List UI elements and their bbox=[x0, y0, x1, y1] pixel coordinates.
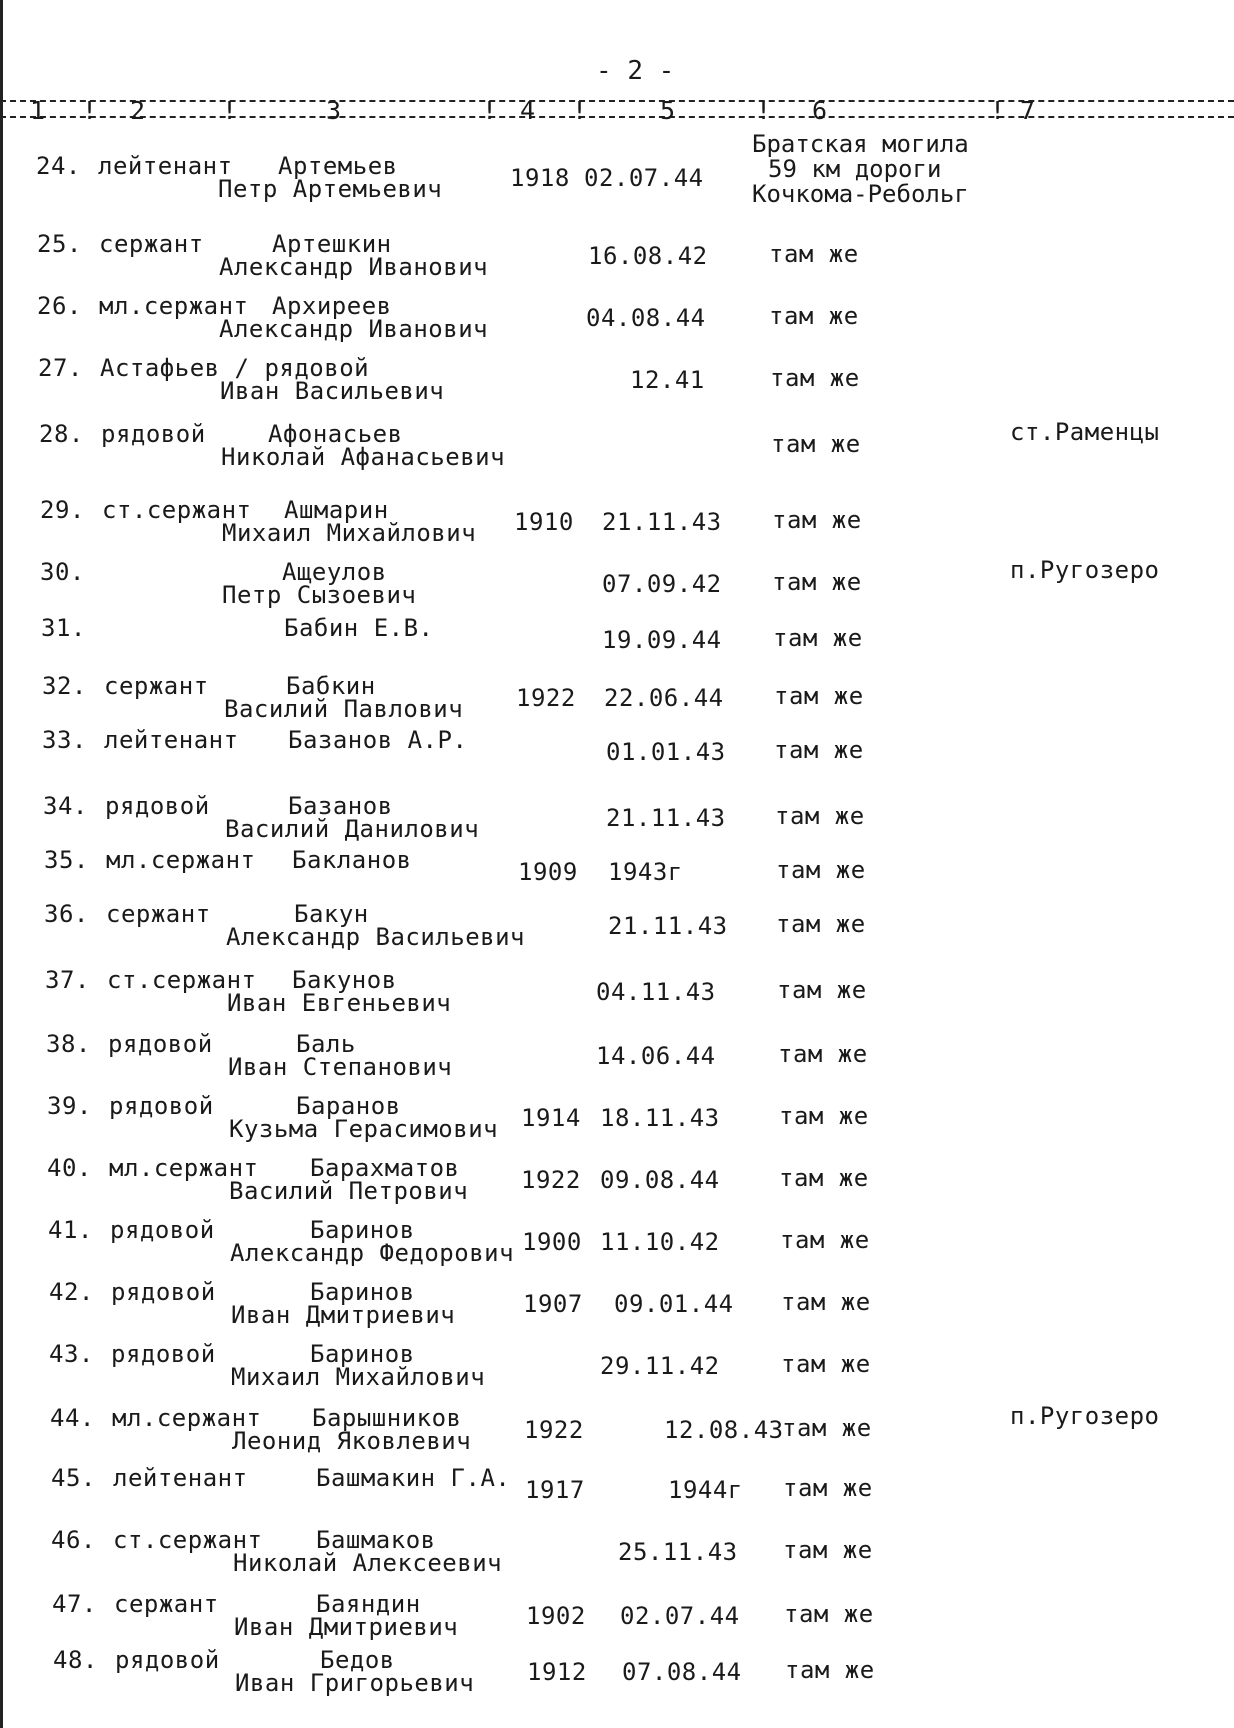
row-rank: рядовой bbox=[115, 1646, 220, 1674]
row-place: там же bbox=[776, 856, 866, 884]
row-surname: Бедов bbox=[320, 1646, 395, 1674]
row-rank: рядовой bbox=[105, 792, 210, 820]
row-place: там же bbox=[777, 976, 867, 1004]
col-header-4: 4 bbox=[520, 96, 536, 125]
row-given: Михаил Михайлович bbox=[231, 1363, 486, 1391]
row-given: Иван Степанович bbox=[228, 1053, 453, 1081]
row-surname: Бабин Е.В. bbox=[284, 614, 434, 642]
row-rank: мл.сержант bbox=[99, 292, 249, 320]
row-surname: Башмаков bbox=[316, 1526, 436, 1554]
header-separator: ! bbox=[756, 96, 772, 125]
table-row bbox=[0, 230, 1234, 290]
row-num: 26. bbox=[37, 292, 82, 320]
row-date: 02.07.44 bbox=[620, 1602, 740, 1630]
row-date: 11.10.42 bbox=[600, 1228, 720, 1256]
table-row bbox=[0, 1590, 1234, 1650]
row-rank: сержант bbox=[99, 230, 204, 258]
row-date: 12.41 bbox=[630, 366, 705, 394]
row-year: 1922 bbox=[516, 684, 576, 712]
row-date: 09.08.44 bbox=[600, 1166, 720, 1194]
row-place: там же bbox=[782, 1414, 872, 1442]
table-row bbox=[0, 792, 1234, 852]
table-row bbox=[0, 1092, 1234, 1152]
row-date: 09.01.44 bbox=[614, 1290, 734, 1318]
row-place: там же bbox=[785, 1656, 875, 1684]
row-num: 40. bbox=[47, 1154, 92, 1182]
row-date: 21.11.43 bbox=[602, 508, 722, 536]
row-given: Василий Данилович bbox=[225, 815, 480, 843]
row-num: 27. bbox=[38, 354, 83, 382]
row-date: 19.09.44 bbox=[602, 626, 722, 654]
row-num: 28. bbox=[39, 420, 84, 448]
header-separator: ! bbox=[222, 96, 238, 125]
header-rule-bottom bbox=[0, 116, 1234, 118]
row-year: 1918 bbox=[510, 164, 570, 192]
row-given: Петр Сызоевич bbox=[222, 581, 417, 609]
table-row bbox=[0, 354, 1234, 414]
row-surname: Баринов bbox=[310, 1216, 415, 1244]
table-row bbox=[0, 1464, 1234, 1524]
row-date: 1944г bbox=[668, 1476, 743, 1504]
row-num: 43. bbox=[49, 1340, 94, 1368]
header-separator: ! bbox=[572, 96, 588, 125]
row-num: 32. bbox=[42, 672, 87, 700]
row-surname: Ащеулов bbox=[282, 558, 387, 586]
row-given: Василий Петрович bbox=[229, 1177, 469, 1205]
row-given: Александр Васильевич bbox=[226, 923, 525, 951]
row-year: 1914 bbox=[521, 1104, 581, 1132]
row-year: 1912 bbox=[527, 1658, 587, 1686]
row-surname: Баринов bbox=[310, 1278, 415, 1306]
row-rank: сержант bbox=[106, 900, 211, 928]
row-rank: рядовой bbox=[110, 1216, 215, 1244]
row-num: 41. bbox=[48, 1216, 93, 1244]
table-row bbox=[0, 1526, 1234, 1586]
row-num: 24. bbox=[36, 152, 81, 180]
table-row bbox=[0, 152, 1234, 212]
row-rank: рядовой bbox=[108, 1030, 213, 1058]
row-rank: ст.сержант bbox=[102, 496, 252, 524]
table-row bbox=[0, 966, 1234, 1026]
row-rank: Астафьев / рядовой bbox=[100, 354, 370, 382]
row-rank: мл.сержант bbox=[106, 846, 256, 874]
row-surname: Баяндин bbox=[316, 1590, 421, 1618]
row-rank: сержант bbox=[104, 672, 209, 700]
col-header-2: 2 bbox=[130, 96, 146, 125]
col-header-1: 1 bbox=[30, 96, 46, 125]
table-row bbox=[0, 1216, 1234, 1276]
row-num: 35. bbox=[44, 846, 89, 874]
row-rank: лейтенант bbox=[113, 1464, 248, 1492]
row-year: 1922 bbox=[524, 1416, 584, 1444]
row-surname: Базанов А.Р. bbox=[288, 726, 468, 754]
col-header-6: 6 bbox=[812, 96, 828, 125]
row-place: там же bbox=[778, 1040, 868, 1068]
table-row bbox=[0, 1404, 1234, 1464]
row-given: Леонид Яковлевич bbox=[232, 1427, 472, 1455]
row-rank: ст.сержант bbox=[113, 1526, 263, 1554]
table-row bbox=[0, 292, 1234, 352]
table-row bbox=[0, 846, 1234, 906]
row-surname: Артемьев bbox=[278, 152, 398, 180]
row-place: там же bbox=[776, 910, 866, 938]
header-separator: ! bbox=[990, 96, 1006, 125]
row-given: Петр Артемьевич bbox=[218, 175, 443, 203]
table-row bbox=[0, 1646, 1234, 1706]
row-num: 48. bbox=[53, 1646, 98, 1674]
row-date: 07.09.42 bbox=[602, 570, 722, 598]
table-row bbox=[0, 1278, 1234, 1338]
row-num: 30. bbox=[40, 558, 85, 586]
table-row bbox=[0, 672, 1234, 732]
row-date: 04.11.43 bbox=[596, 978, 716, 1006]
row-surname: Бабкин bbox=[286, 672, 376, 700]
row-date: 01.01.43 bbox=[606, 738, 726, 766]
col-header-5: 5 bbox=[660, 96, 676, 125]
row-num: 25. bbox=[37, 230, 82, 258]
row-date: 18.11.43 bbox=[600, 1104, 720, 1132]
row-given: Иван Васильевич bbox=[220, 377, 445, 405]
row-num: 45. bbox=[51, 1464, 96, 1492]
burial-line: 59 км дороги bbox=[768, 155, 942, 183]
row-num: 42. bbox=[49, 1278, 94, 1306]
row-note: ст.Раменцы bbox=[1010, 418, 1160, 446]
row-place: там же bbox=[774, 736, 864, 764]
row-num: 31. bbox=[41, 614, 86, 642]
row-place: там же bbox=[781, 1350, 871, 1378]
row-place: там же bbox=[773, 624, 863, 652]
row-place: там же bbox=[769, 240, 859, 268]
row-surname: Архиреев bbox=[272, 292, 392, 320]
row-given: Александр Федорович bbox=[230, 1239, 515, 1267]
row-given: Николай Афанасьевич bbox=[221, 443, 506, 471]
burial-line: Кочкома-Ребольг bbox=[752, 180, 969, 208]
row-year: 1917 bbox=[525, 1476, 585, 1504]
row-place: там же bbox=[779, 1102, 869, 1130]
header-rule-top bbox=[0, 100, 1234, 102]
row-surname: Башмакин Г.А. bbox=[316, 1464, 511, 1492]
row-given: Иван Дмитриевич bbox=[234, 1613, 459, 1641]
row-surname: Баринов bbox=[310, 1340, 415, 1368]
row-num: 44. bbox=[50, 1404, 95, 1432]
row-place: там же bbox=[783, 1536, 873, 1564]
row-num: 46. bbox=[51, 1526, 96, 1554]
row-given: Александр Иванович bbox=[219, 315, 489, 343]
row-surname: Бакунов bbox=[292, 966, 397, 994]
table-row bbox=[0, 1030, 1234, 1090]
burial-line: Братская могила bbox=[752, 130, 969, 158]
row-rank: мл.сержант bbox=[109, 1154, 259, 1182]
row-rank: сержант bbox=[114, 1590, 219, 1618]
row-place: там же bbox=[783, 1474, 873, 1502]
row-given: Николай Алексеевич bbox=[233, 1549, 503, 1577]
row-place: там же bbox=[775, 802, 865, 830]
row-place: там же bbox=[772, 568, 862, 596]
row-note: п.Ругозеро bbox=[1010, 1402, 1160, 1430]
row-date: 16.08.42 bbox=[588, 242, 708, 270]
row-num: 39. bbox=[47, 1092, 92, 1120]
row-num: 47. bbox=[52, 1590, 97, 1618]
row-surname: Базанов bbox=[288, 792, 393, 820]
row-surname: Бакланов bbox=[292, 846, 412, 874]
table-row bbox=[0, 900, 1234, 960]
row-rank: рядовой bbox=[111, 1340, 216, 1368]
row-rank: лейтенант bbox=[104, 726, 239, 754]
table-row bbox=[0, 726, 1234, 786]
row-year: 1900 bbox=[522, 1228, 582, 1256]
row-date: 07.08.44 bbox=[622, 1658, 742, 1686]
row-place: там же bbox=[774, 682, 864, 710]
header-separator: ! bbox=[82, 96, 98, 125]
row-num: 37. bbox=[45, 966, 90, 994]
row-surname: Артешкин bbox=[272, 230, 392, 258]
row-date: 14.06.44 bbox=[596, 1042, 716, 1070]
row-rank: ст.сержант bbox=[107, 966, 257, 994]
row-year: 1902 bbox=[526, 1602, 586, 1630]
table-row bbox=[0, 420, 1234, 480]
row-year: 1909 bbox=[518, 858, 578, 886]
row-num: 34. bbox=[43, 792, 88, 820]
row-surname: Барахматов bbox=[310, 1154, 460, 1182]
row-year: 1922 bbox=[521, 1166, 581, 1194]
row-given: Михаил Михайлович bbox=[222, 519, 477, 547]
row-place: там же bbox=[770, 364, 860, 392]
page-number: - 2 - bbox=[596, 56, 674, 86]
row-rank: рядовой bbox=[101, 420, 206, 448]
row-num: 33. bbox=[42, 726, 87, 754]
row-given: Иван Дмитриевич bbox=[231, 1301, 456, 1329]
row-place: там же bbox=[772, 506, 862, 534]
row-date: 02.07.44 bbox=[584, 164, 704, 192]
table-row bbox=[0, 496, 1234, 556]
row-given: Кузьма Герасимович bbox=[229, 1115, 499, 1143]
row-date: 29.11.42 bbox=[600, 1352, 720, 1380]
row-surname: Афонасьев bbox=[268, 420, 403, 448]
row-num: 29. bbox=[40, 496, 85, 524]
row-given: Иван Евгеньевич bbox=[227, 989, 452, 1017]
table-row bbox=[0, 1340, 1234, 1400]
row-num: 38. bbox=[46, 1030, 91, 1058]
row-date: 12.08.43 bbox=[664, 1416, 784, 1444]
table-row bbox=[0, 558, 1234, 618]
row-place: там же bbox=[779, 1164, 869, 1192]
row-rank: рядовой bbox=[109, 1092, 214, 1120]
row-surname: Баль bbox=[296, 1030, 356, 1058]
row-date: 04.08.44 bbox=[586, 304, 706, 332]
row-date: 21.11.43 bbox=[606, 804, 726, 832]
row-surname: Бакун bbox=[294, 900, 369, 928]
row-rank: мл.сержант bbox=[112, 1404, 262, 1432]
table-row bbox=[0, 1154, 1234, 1214]
row-year: 1910 bbox=[514, 508, 574, 536]
row-date: 25.11.43 bbox=[618, 1538, 738, 1566]
row-date: 22.06.44 bbox=[604, 684, 724, 712]
row-surname: Ашмарин bbox=[284, 496, 389, 524]
row-surname: Баранов bbox=[296, 1092, 401, 1120]
row-place: там же bbox=[769, 302, 859, 330]
col-header-3: 3 bbox=[326, 96, 342, 125]
row-rank: лейтенант bbox=[98, 152, 233, 180]
row-place: там же bbox=[780, 1226, 870, 1254]
col-header-7: 7 bbox=[1020, 96, 1036, 125]
row-date: 1943г bbox=[608, 858, 683, 886]
row-year: 1907 bbox=[523, 1290, 583, 1318]
row-place: там же bbox=[784, 1600, 874, 1628]
row-place: там же bbox=[781, 1288, 871, 1316]
row-place: там же bbox=[771, 430, 861, 458]
row-num: 36. bbox=[44, 900, 89, 928]
row-date: 21.11.43 bbox=[608, 912, 728, 940]
row-note: п.Ругозеро bbox=[1010, 556, 1160, 584]
header-separator: ! bbox=[482, 96, 498, 125]
table-row bbox=[0, 614, 1234, 674]
row-given: Александр Иванович bbox=[219, 253, 489, 281]
row-given: Иван Григорьевич bbox=[235, 1669, 475, 1697]
row-rank: рядовой bbox=[111, 1278, 216, 1306]
row-given: Василий Павлович bbox=[224, 695, 464, 723]
row-surname: Барышников bbox=[312, 1404, 462, 1432]
